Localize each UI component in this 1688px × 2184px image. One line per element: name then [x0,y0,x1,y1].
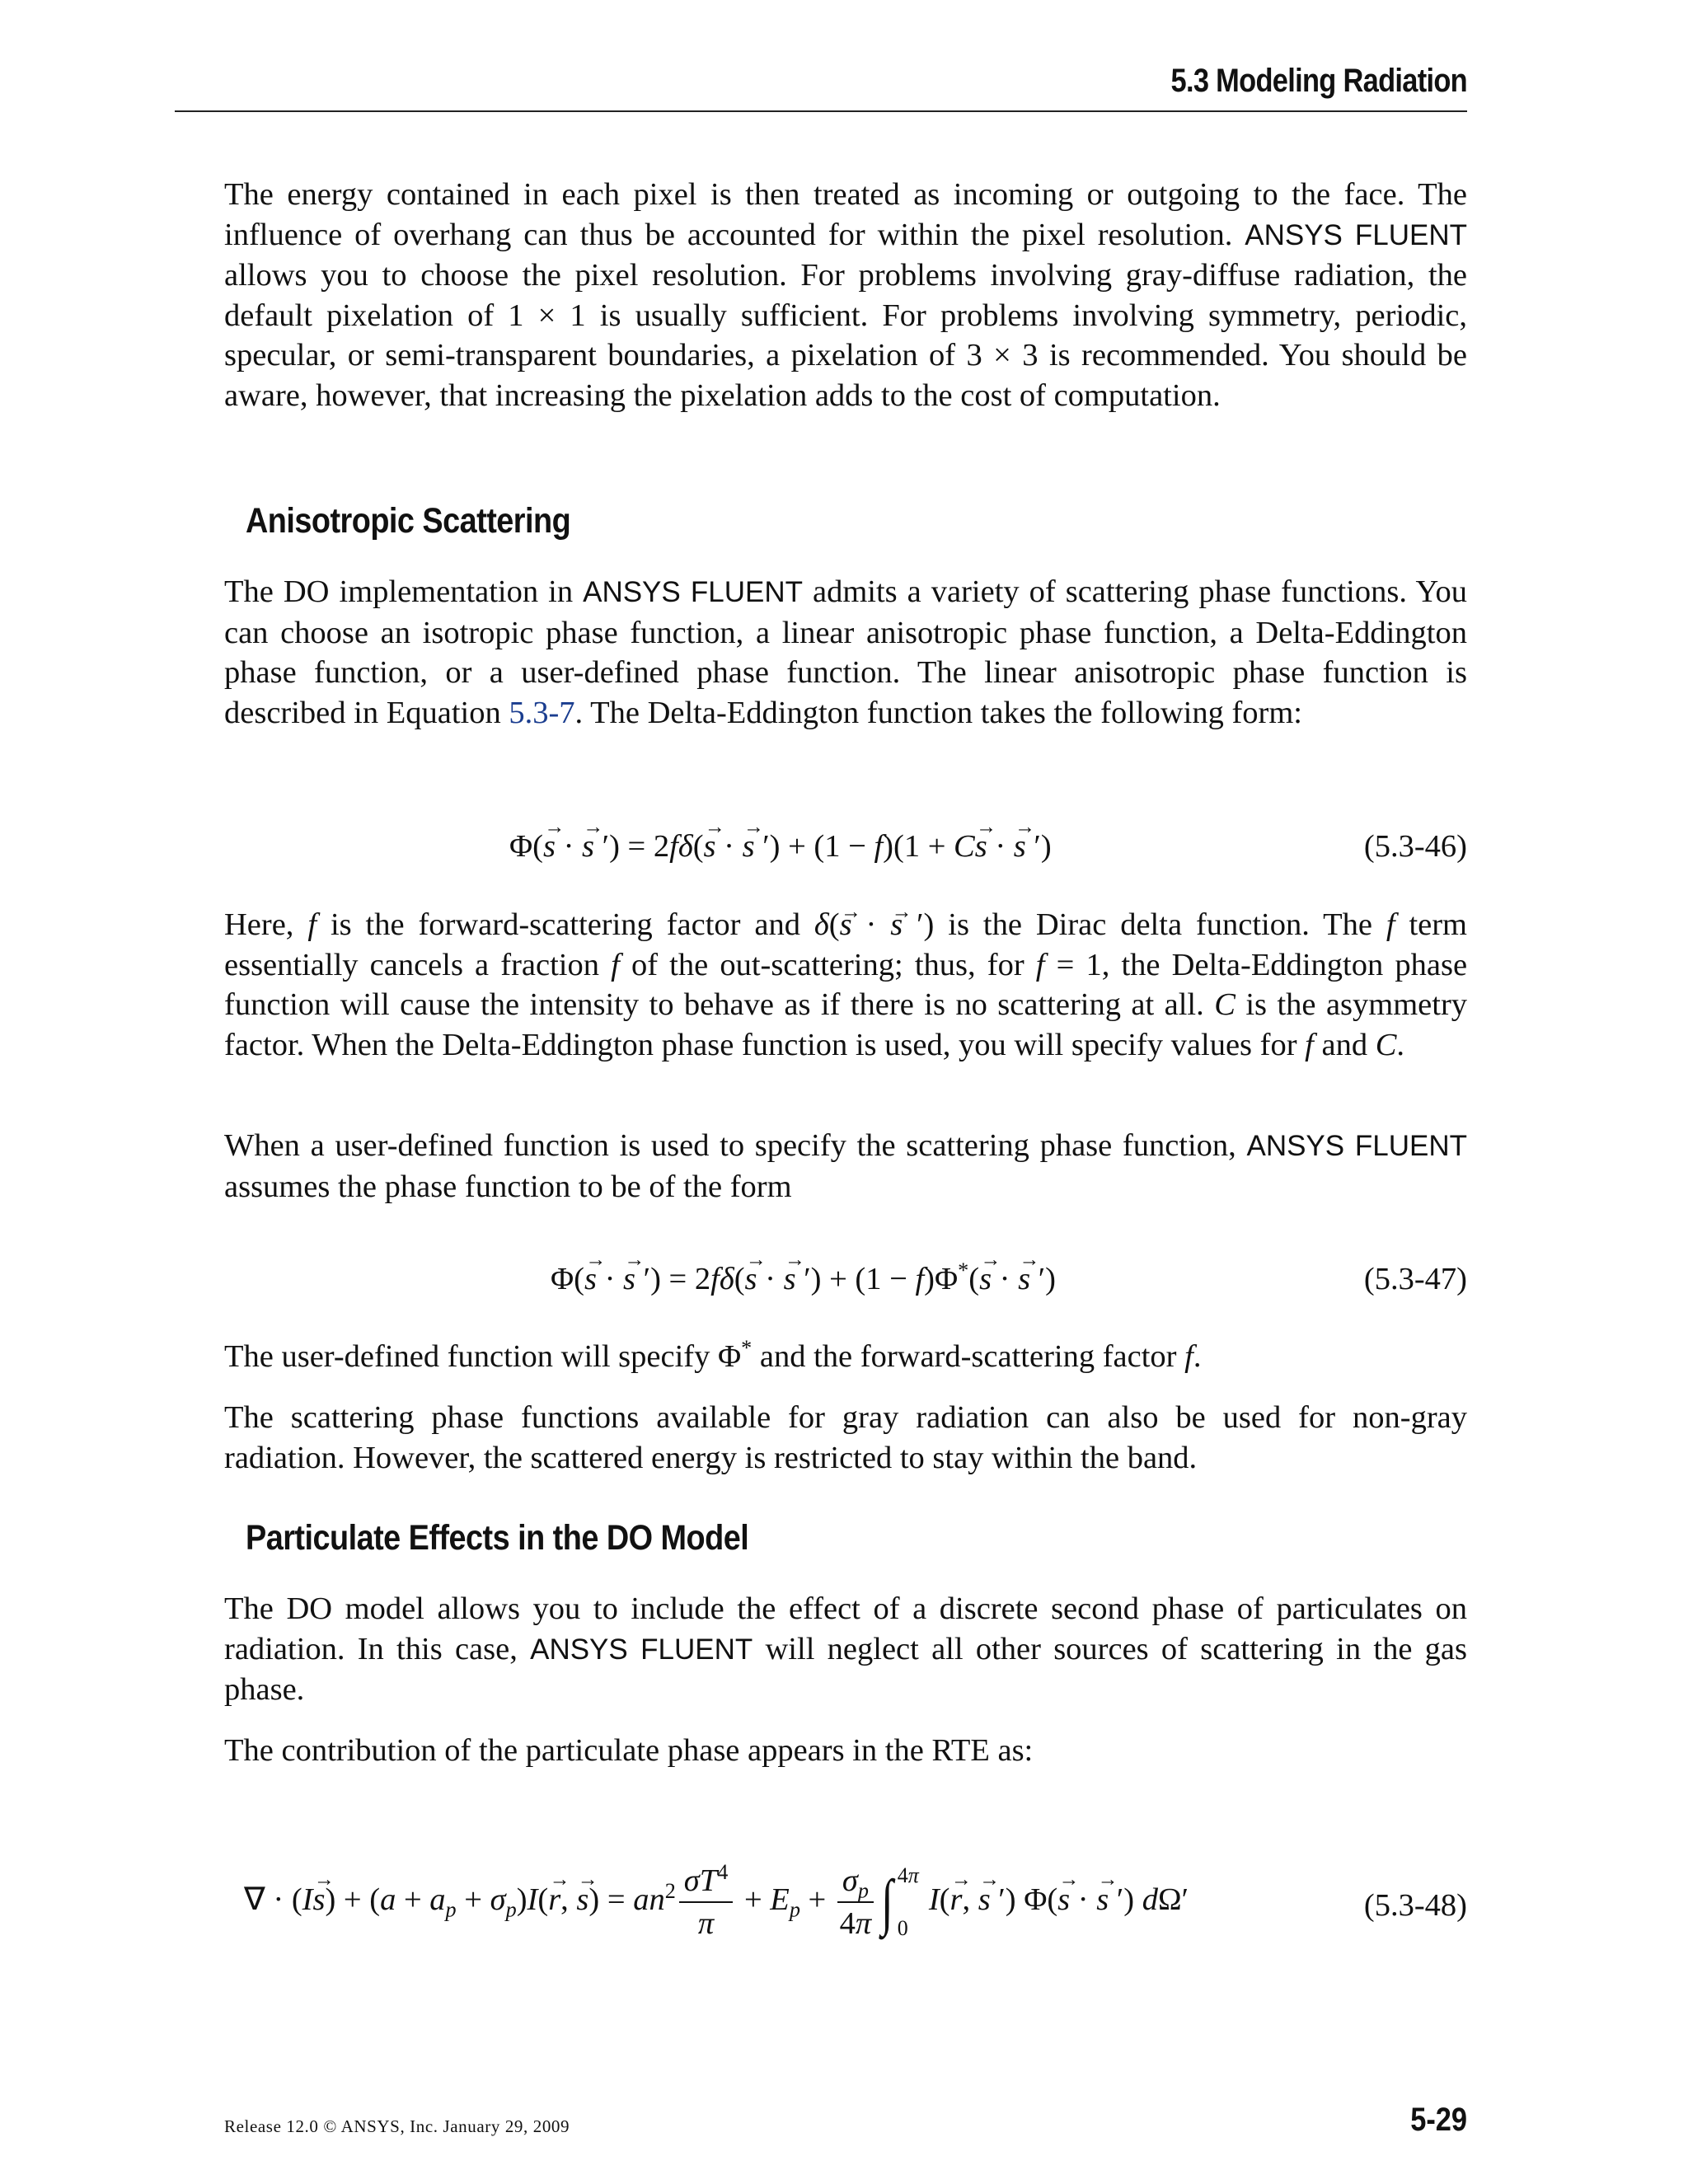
section-title: 5.3 Modeling Radiation [1170,63,1467,99]
equation-reference-link[interactable]: 5.3-7 [509,695,575,730]
heading-anisotropic-scattering: Anisotropic Scattering [246,501,571,541]
running-header [175,59,1467,112]
paragraph-scattering-functions: The DO implementation in ANSYS FLUENT admits a variety of scattering phase functions. You can choose an isotropic phase function, a linear anisotropic phase function, a Delta-Eddington phase function, or a user-defined phase function. The linear anisotropic phase function is described in Equation 5.3-7. The Delta-Eddington function takes the following form: [224,574,1468,730]
equation-5-3-48 [244,1849,1467,1957]
paragraph-contribution: The contribution of the particulate phase appears in the RTE as: [224,1733,1034,1768]
equation-number: (5.3-46) [1363,829,1467,864]
page-number: 5-29 [1410,2102,1467,2138]
release-footer: Release 12.0 © ANSYS, Inc. January 29, 2009 [224,2116,570,2136]
paragraph-udf-specify: The user-defined function will specify Φ* and the forward-scattering factor f. [224,1336,1202,1374]
paragraph-user-defined: When a user-defined function is used to specify the scattering phase function, ANSYS FLUENT assumes the phase function to be of the form [224,1128,1467,1204]
equation-number: (5.3-48) [1363,1888,1467,1923]
equation-5-3-47 [224,1258,1467,1310]
paragraph-non-gray: The scattering phase functions available for gray radiation can also be used for non-gray radiation. However, the scattered energy is restricted to stay within the band. [224,1400,1467,1475]
equation-number: (5.3-47) [1363,1262,1467,1296]
equation-body: ∇ · $(I\to s) + (a + a_p + \sigma_p)I(\to r$, → $s) = an^2$ $\frac{\sigma T^4}{\pi}$ + $E_p$ + $\frac{\sigma_p}{4\pi}$ ∫ 4π 0 I(→ r, → s ′) Φ(→ s · → s ′) dΩ′ [244,1849,1189,1955]
equation-5-3-46 [224,828,1467,878]
paragraph-pixelation: The energy contained in each pixel is then treated as incoming or outgoing to the face. The influence of overhang can thus be accounted for within the pixel resolution. ANSYS FLUENT allows you to choose the pixel resolution. For problems involving gray-diffuse radiation, the default pixelation of 1 × 1 is usually sufficient. For problems involving symmetry, periodic, specular, or semi-transparent boundaries, a pixelation of 3 × 3 is recommended. You should be aware, however, that increasing the pixelation adds to the cost of computation. [224,177,1468,413]
equation-body: Φ(→ s · → s ′) = 2fδ(→ s · → s ′) + (1 − f)(1 + C→ s · → s ′) [509,828,1052,865]
heading-particulate-effects: Particulate Effects in the DO Model [246,1518,749,1558]
paragraph-particulates: The DO model allows you to include the effect of a discrete second phase of particulates on radiation. In this case, ANSYS FLUENT will neglect all other sources of scattering in the gas phase. [224,1591,1468,1707]
paragraph-delta-eddington: Here, f is the forward-scattering factor and δ(→ s · → s ′) is the Dirac delta function. The f term essentially cancels a fraction f of the out-scattering; thus, for f = 1, the Delta-Eddington phase function will cause the intensity to behave as if there is no scattering at all. C is the asymmetry factor. When the Delta-Eddington phase function is used, you will specify values for f and C. [224,905,1467,1065]
equation-body: Φ(→ s · → s ′) = 2fδ(→ s · → s ′) + (1 − f)Φ*(→ s · → s ′) [551,1261,1056,1297]
